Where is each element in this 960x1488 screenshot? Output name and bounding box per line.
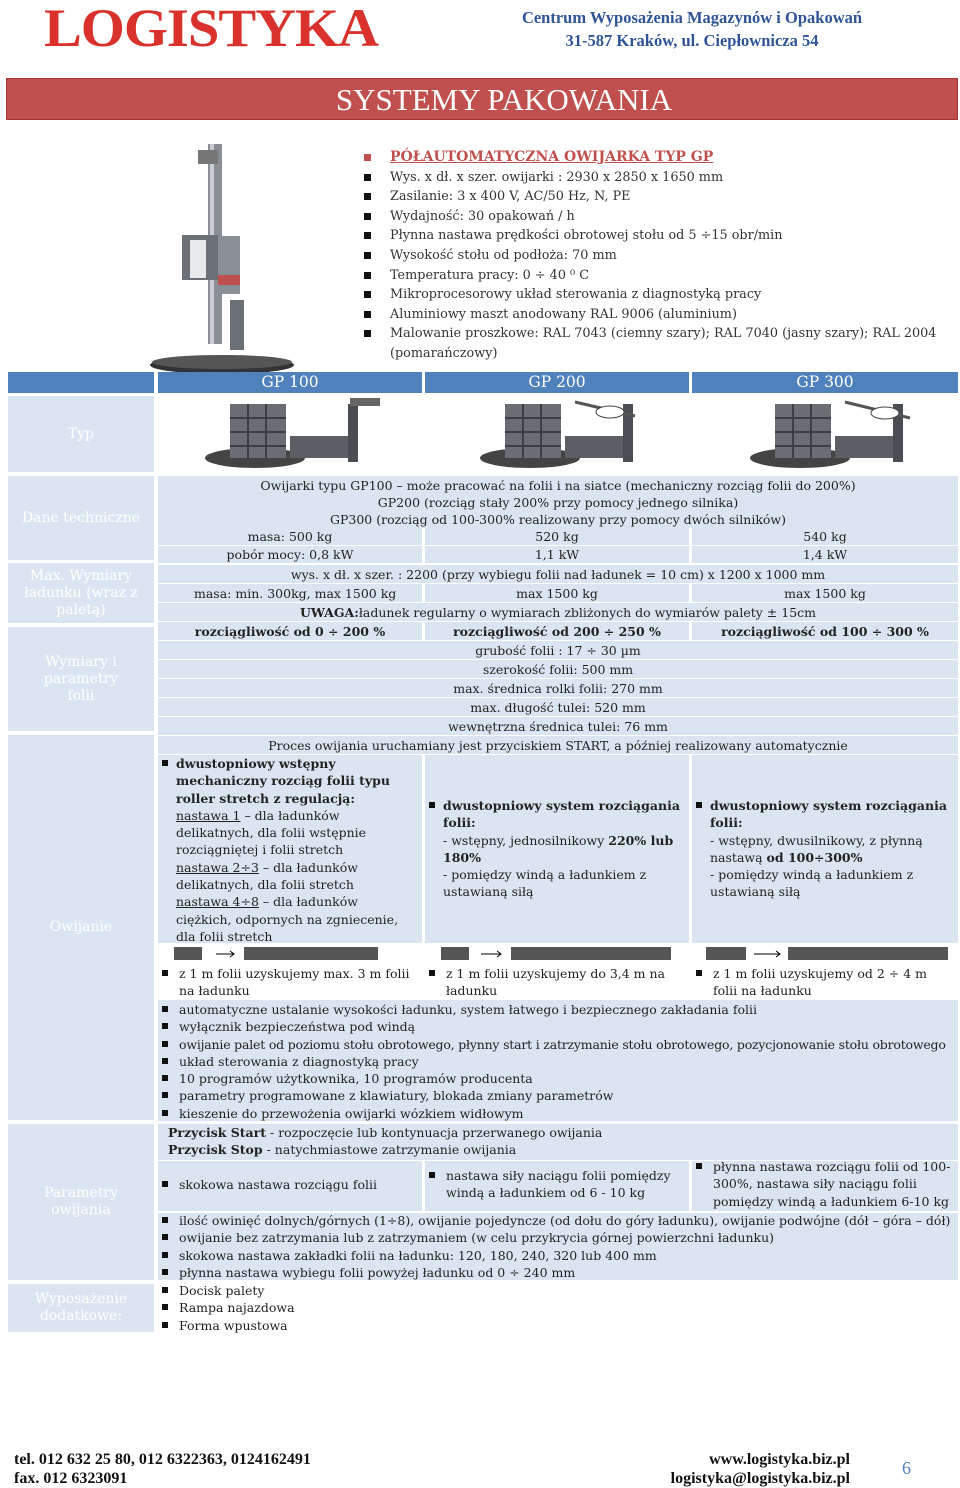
spec-item: Aluminiowy maszt anodowany RAL 9006 (aluminium) xyxy=(364,305,944,325)
bullet-icon xyxy=(162,760,168,766)
owijanie-item: 10 programów użytkownika, 10 programów producenta xyxy=(162,1070,958,1087)
masa-ladunku-gp200: max 1500 kg xyxy=(425,584,689,602)
uzysk-gp300 xyxy=(696,965,954,1000)
gp300-own-l1b: od 100÷300% xyxy=(766,849,863,865)
folia-szerokosc: szerokość folii: 500 mm xyxy=(158,660,958,678)
spec-item: PÓŁAUTOMATYCZNA OWIJARKA TYP GP xyxy=(364,148,944,168)
dane-block xyxy=(158,476,958,528)
stretch-diagram-gp300 xyxy=(692,945,958,963)
label-wymiary: Wymiary i parametry folii xyxy=(8,627,154,731)
wyposazenie-list xyxy=(162,1282,562,1334)
dane-line: GP200 (rozciąg stały 200% przy pomocy jednego silnika) xyxy=(377,494,739,510)
model-gp100: GP 100 xyxy=(158,372,422,393)
naciag-item: płynna nastawa rozciągu folii od 100-300%, nastawa siły naciągu folii pomiędzy windą a ładunkiem 6-10 kg xyxy=(696,1158,954,1210)
footer-www[interactable]: www.logistyka.biz.pl xyxy=(709,1451,850,1468)
label-parametry: Parametry owijania xyxy=(8,1124,154,1280)
wymiary-ladunku: wys. x dł. x szer. : 2200 (przy wybiegu folii nad ładunek = 10 cm) x 1200 x 1000 mm xyxy=(158,565,958,583)
gp100-image xyxy=(200,396,400,472)
owijanie-gp100 xyxy=(158,755,422,943)
naciag-gp300 xyxy=(696,1158,954,1210)
spec-item: Zasilanie: 3 x 400 V, AC/50 Hz, N, PE xyxy=(364,187,944,207)
naciag-gp100 xyxy=(162,1176,418,1193)
gp200-own-l1: - wstępny, jednosilnikowy xyxy=(443,832,609,848)
owijanie-item: wyłącznik bezpieczeństwa pod windą xyxy=(162,1018,958,1035)
gp200-own-title: dwustopniowy system rozciągania folii: xyxy=(443,798,680,831)
company-logo: LOGISTYKA xyxy=(44,0,378,58)
pobor-gp300: 1,4 kW xyxy=(692,546,958,563)
gp300-own-l2: - pomiędzy windą a ładunkiem z ustawianą siłą xyxy=(710,867,914,900)
bullet-icon xyxy=(429,802,435,808)
label-wyposazenie: Wyposażenie dodatkowe: xyxy=(8,1284,154,1332)
owijanie-gp300 xyxy=(692,755,958,943)
gp100-nastawa3: nastawa 4÷8 xyxy=(176,894,259,910)
page-number: 6 xyxy=(902,1458,911,1478)
naciag-gp200 xyxy=(429,1167,685,1202)
gp200-image xyxy=(475,396,675,472)
naciag-item: nastawa siły naciągu folii pomiędzy windą a ładunkiem od 6 - 10 kg xyxy=(429,1167,685,1202)
uwaga-text: ładunek regularny o wymiarach zbliżonych do wymiarów palety ± 15cm xyxy=(358,604,817,620)
uzysk-gp100 xyxy=(162,965,418,1000)
folia-grubosc: grubość folii : 17 ÷ 30 µm xyxy=(158,641,958,659)
stretch-diagram-gp100 xyxy=(158,945,422,963)
start-label: Przycisk Start xyxy=(168,1125,267,1140)
param-item: ilość owinięć dolnych/górnych (1÷8), owijanie pojedyncze (od dołu do góry ładunku), owijanie podwójne (dół – góra – dół) xyxy=(162,1212,958,1229)
gp200-own-l2: - pomiędzy windą a ładunkiem z ustawianą siłą xyxy=(443,867,647,900)
spec-item: Wydajność: 30 opakowań / h xyxy=(364,207,944,227)
uzysk-gp200 xyxy=(429,965,685,1000)
przyciski-block xyxy=(158,1124,958,1160)
owijanie-item: automatyczne ustalanie wysokości ładunku, system łatwego i bezpiecznego zakładania folii xyxy=(162,1001,958,1018)
gp100-nastawa2-text: – dla ładunków delikatnych, dla folii stretch xyxy=(176,859,358,893)
stretch-diagram-gp200 xyxy=(425,945,689,963)
owijanie-item: parametry programowane z klawiatury, blokada zmiany parametrów xyxy=(162,1087,958,1104)
uzysk-item: z 1 m folii uzyskujemy do 3,4 m na ładunku xyxy=(429,965,685,1000)
uzysk-item: z 1 m folii uzyskujemy od 2 ÷ 4 m folii na ładunku xyxy=(696,965,954,1000)
dane-line: Owijarki typu GP100 – może pracować na folii i na siatce (mechaniczny rozciąg folii do 200%) xyxy=(260,477,856,493)
header-bar-left xyxy=(8,372,154,393)
rozciag-gp200: rozciągliwość od 200 ÷ 250 % xyxy=(425,622,689,640)
spec-item: Płynna nastawa prędkości obrotowej stołu od 5 ÷15 obr/min xyxy=(364,226,944,246)
uwaga-row xyxy=(158,603,958,621)
gp300-own-title: dwustopniowy system rozciągania folii: xyxy=(710,798,947,831)
model-gp200: GP 200 xyxy=(425,372,689,393)
bullet-icon xyxy=(696,802,702,808)
param-item: skokowa nastawa zakładki folii na ładunku: 120, 180, 240, 320 lub 400 mm xyxy=(162,1247,958,1264)
label-max: Max. Wymiary ładunku (wraz z paletą) xyxy=(8,563,154,623)
folia-srednica-tulei: wewnętrzna średnica tulei: 76 mm xyxy=(158,717,958,735)
owijanie-gp200 xyxy=(425,755,689,943)
rozciag-gp100: rozciągliwość od 0 ÷ 200 % xyxy=(158,622,422,640)
folia-dlugosc-tulei: max. długość tulei: 520 mm xyxy=(158,698,958,716)
gp100-nastawa3-text: – dla ładunków ciężkich, odpornych na zgniecenie, dla folii stretch xyxy=(176,894,399,944)
gp100-own-title: dwustopniowy wstępny mechaniczny rozciąg folii typu roller stretch z regulacją: xyxy=(176,756,390,806)
company-name: Centrum Wyposażenia Magazynów i Opakowań xyxy=(521,8,863,27)
gp100-nastawa1: nastawa 1 xyxy=(176,807,241,823)
spec-item: Wysokość stołu od podłoża: 70 mm xyxy=(364,246,944,266)
param-item: owijanie bez zatrzymania lub z zatrzymaniem (w celu przykrycia górnej powierzchni ładunku) xyxy=(162,1229,958,1246)
company-address: 31-587 Kraków, ul. Ciepłownicza 54 xyxy=(565,31,819,50)
folia-srednica: max. średnica rolki folii: 270 mm xyxy=(158,679,958,697)
wyposazenie-item: Docisk palety xyxy=(162,1282,562,1299)
spec-item: Temperatura pracy: 0 ÷ 40 ⁰ C xyxy=(364,266,944,286)
param-item: płynna nastawa wybiegu folii powyżej ładunku od 0 ÷ 240 mm xyxy=(162,1264,958,1281)
gp100-nastawa2: nastawa 2÷3 xyxy=(176,859,259,875)
gp300-own-l1: - wstępny, dwusilnikowy, z płynną nastawą xyxy=(710,832,923,865)
label-owijanie: Owijanie xyxy=(8,735,154,1120)
masa-ladunku-gp300: max 1500 kg xyxy=(692,584,958,602)
stop-label: Przycisk Stop xyxy=(168,1142,263,1158)
stop-text: - natychmiastowe zatrzymanie owijania xyxy=(262,1142,517,1158)
proces-row: Proces owijania uruchamiany jest przyciskiem START, a później realizowany automatycznie xyxy=(158,736,958,754)
wyposazenie-item: Rampa najazdowa xyxy=(162,1299,562,1316)
footer-fax: fax. 012 6323091 xyxy=(14,1470,128,1487)
spec-item: Mikroprocesorowy układ sterowania z diagnostyką pracy xyxy=(364,285,944,305)
spec-item: Malowanie proszkowe: RAL 7043 (ciemny szary); RAL 7040 (jasny szary); RAL 2004 (pomarańczowy) xyxy=(364,324,944,363)
param-list xyxy=(162,1212,958,1281)
owijanie-item: kieszenie do przewożenia owijarki wózkiem widłowym xyxy=(162,1105,958,1122)
masa-ladunku-gp100: masa: min. 300kg, max 1500 kg xyxy=(158,584,422,602)
footer-email[interactable]: logistyka@logistyka.biz.pl xyxy=(670,1470,850,1487)
model-gp300: GP 300 xyxy=(692,372,958,393)
masa-gp300: 540 kg xyxy=(692,528,958,545)
uzysk-item: z 1 m folii uzyskujemy max. 3 m folii na ładunku xyxy=(162,965,418,1000)
masa-gp100: masa: 500 kg xyxy=(158,528,422,545)
owijanie-item: układ sterowania z diagnostyką pracy xyxy=(162,1053,958,1070)
uwaga-label: UWAGA: xyxy=(299,604,359,620)
dane-line: GP300 (rozciąg od 100-300% realizowany przy pomocy dwóch silników) xyxy=(329,511,786,527)
owijanie-item: owijanie palet od poziomu stołu obrotowego, płynny start i zatrzymanie stołu obrotowego, pozycjonowanie stołu obrotowego xyxy=(162,1036,958,1053)
pobor-gp200: 1,1 kW xyxy=(425,546,689,563)
footer-tel: tel. 012 632 25 80, 012 6322363, 0124162491 xyxy=(14,1451,311,1468)
rozciag-gp300: rozciągliwość od 100 ÷ 300 % xyxy=(692,622,958,640)
machine-photo xyxy=(150,140,350,380)
label-typ: Typ xyxy=(8,396,154,472)
owijanie-list xyxy=(162,1001,958,1122)
naciag-item: skokowa nastawa rozciągu folii xyxy=(162,1176,418,1193)
wyposazenie-item: Forma wpustowa xyxy=(162,1317,562,1334)
pobor-gp100: pobór mocy: 0,8 kW xyxy=(158,546,422,563)
masa-gp200: 520 kg xyxy=(425,528,689,545)
gp100-nastawa1-text: – dla ładunków delikatnych, dla folii wstępnie rozciągniętej i folii stretch xyxy=(176,807,367,858)
label-dane: Dane techniczne xyxy=(8,476,154,560)
start-text: - rozpoczęcie lub kontynuacja przerwanego owijania xyxy=(266,1125,603,1140)
page-title: SYSTEMY PAKOWANIA xyxy=(6,78,958,120)
spec-item: Wys. x dł. x szer. owijarki : 2930 x 2850 x 1650 mm xyxy=(364,168,944,188)
gp200-own-l1b: 220% lub 180% xyxy=(443,832,674,865)
spec-list xyxy=(364,148,944,364)
gp300-image xyxy=(745,396,945,472)
